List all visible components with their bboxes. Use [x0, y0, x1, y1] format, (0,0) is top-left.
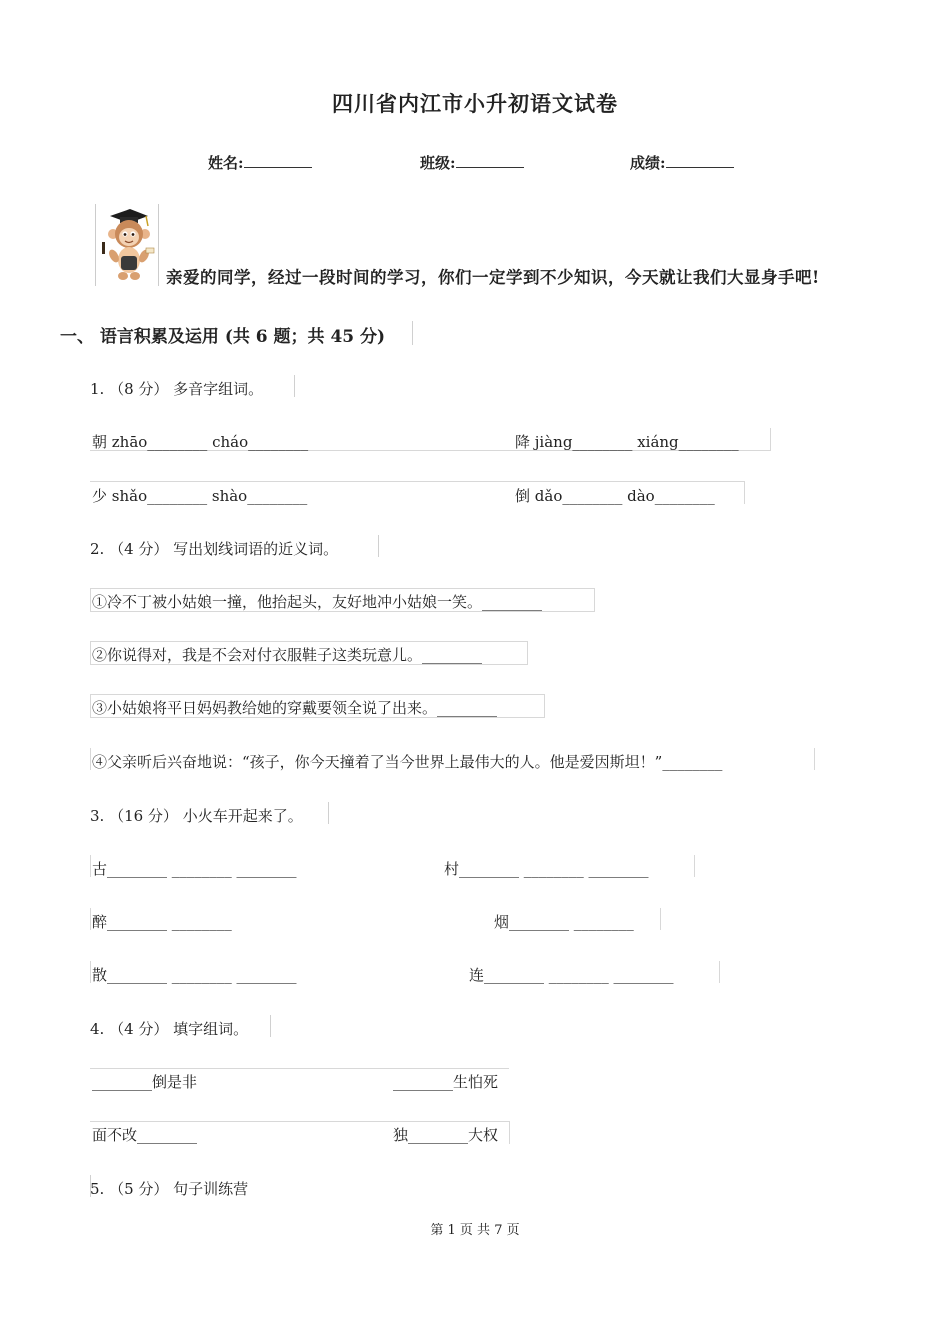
- score-field: [630, 152, 734, 173]
- q4-item-2: ________生怕死: [393, 1073, 499, 1091]
- q3-item-san: 散________ ________ ________: [92, 966, 297, 984]
- q5-header: 5. （5 分） 句子训练营: [90, 1180, 249, 1198]
- q4-frame: [90, 1015, 271, 1037]
- q3-item-yan: 烟________ ________: [494, 913, 634, 931]
- q4-item-4: 独________大权: [393, 1126, 499, 1144]
- q1-frame: [90, 375, 295, 397]
- name-field: [208, 152, 312, 173]
- q1-item-shao: 少 shǎo________ shào________: [92, 487, 308, 505]
- q3-item-cun: 村________ ________ ________: [444, 860, 649, 878]
- q3-item-lian: 连________ ________ ________: [469, 966, 674, 984]
- class-blank: [456, 153, 524, 168]
- name-blank: [244, 153, 312, 168]
- q4-item-1: ________倒是非: [92, 1073, 198, 1091]
- q3-item-zui: 醉________ ________: [92, 913, 232, 931]
- q1-item-jiang: 降 jiàng________ xiáng________: [515, 433, 739, 451]
- class-label: 班级:: [420, 154, 456, 172]
- score-blank: [666, 153, 734, 168]
- q1-header: 1. （8 分） 多音字组词。: [90, 380, 264, 398]
- page-title: 四川省内江市小升初语文试卷: [332, 91, 618, 116]
- page-footer: 第 1 页 共 7 页: [430, 1223, 520, 1238]
- section-heading: 一、 语言积累及运用 (共 6 题；共 45 分): [60, 327, 386, 347]
- q2-frame: [90, 535, 379, 557]
- graduate-mascot-icon: [96, 204, 158, 286]
- q2-sentence-4: ④父亲听后兴奋地说：“孩子，你今天撞着了当今世界上最伟大的人。他是爱因斯坦！”________: [92, 753, 723, 771]
- score-label: 成绩:: [630, 154, 666, 172]
- q3-frame: [90, 802, 329, 824]
- q4-item-3: 面不改________: [92, 1126, 198, 1144]
- class-field: [420, 152, 524, 173]
- mascot-image: [95, 204, 159, 286]
- q4-header: 4. （4 分） 填字组词。: [90, 1020, 249, 1038]
- q5-frame: [90, 1175, 271, 1197]
- q3-item-gu: 古________ ________ ________: [92, 860, 297, 878]
- name-label: 姓名:: [208, 154, 244, 172]
- q2-sentence-1: ①冷不丁被小姑娘一撞，他抬起头，友好地冲小姑娘一笑。________: [92, 593, 543, 611]
- q1-item-dao: 倒 dǎo________ dào________: [515, 487, 715, 505]
- intro-message: 亲爱的同学，经过一段时间的学习，你们一定学到不少知识，今天就让我们大显身手吧!: [166, 268, 820, 287]
- q2-sentence-3: ③小姑娘将平日妈妈教给她的穿戴要领全说了出来。________: [92, 699, 498, 717]
- q2-sentence-2: ②你说得对，我是不会对付衣服鞋子这类玩意儿。________: [92, 646, 483, 664]
- section-heading-frame: [60, 321, 413, 345]
- q3-header: 3. （16 分） 小火车开起来了。: [90, 807, 303, 825]
- q1-item-zhao: 朝 zhāo________ cháo________: [92, 433, 309, 451]
- q2-header: 2. （4 分） 写出划线词语的近义词。: [90, 540, 339, 558]
